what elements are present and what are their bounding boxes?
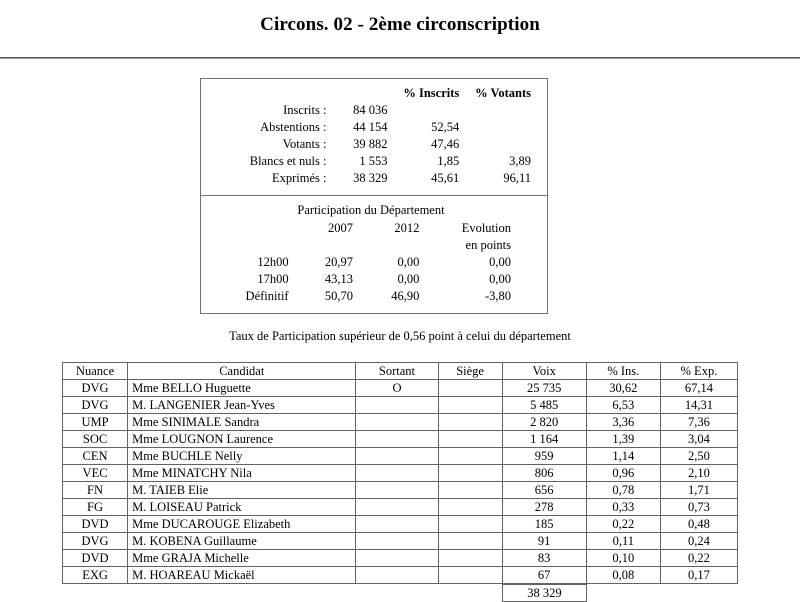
cell-pct-ins: 0,96 bbox=[586, 465, 660, 482]
participation-row-2012: 0,00 bbox=[397, 272, 420, 286]
cell-pct-ins: 0,33 bbox=[586, 499, 660, 516]
cell-nuance: DVG bbox=[63, 380, 128, 397]
cell-pct-ins: 1,14 bbox=[586, 448, 660, 465]
cell-sortant bbox=[356, 448, 438, 465]
cell-siege bbox=[438, 465, 502, 482]
participation-subheader-spacer-2007 bbox=[305, 237, 371, 254]
participation-row-label: 17h00 bbox=[257, 272, 289, 286]
cell-pct-exp: 67,14 bbox=[660, 380, 737, 397]
cell-pct-exp: 0,22 bbox=[660, 550, 737, 567]
summary-row-pct-votants: 3,89 bbox=[509, 154, 531, 168]
total-spacer-candidat bbox=[127, 585, 356, 602]
table-row bbox=[63, 550, 738, 567]
cell-siege bbox=[438, 533, 502, 550]
summary-row-pct-votants bbox=[467, 119, 537, 136]
cell-voix: 959 bbox=[502, 448, 586, 465]
participation-row-label: Définitif bbox=[245, 289, 289, 303]
cell-nuance: EXG bbox=[63, 567, 128, 584]
cell-pct-ins: 0,10 bbox=[586, 550, 660, 567]
column-header-pct-ins: % Ins. bbox=[586, 363, 660, 380]
cell-siege bbox=[438, 448, 502, 465]
participation-row bbox=[205, 271, 537, 288]
candidates-table bbox=[62, 362, 738, 584]
cell-pct-exp: 2,10 bbox=[660, 465, 737, 482]
participation-section bbox=[201, 195, 547, 313]
cell-siege bbox=[438, 516, 502, 533]
participation-row-evolution: 0,00 bbox=[489, 255, 511, 269]
cell-voix: 656 bbox=[502, 482, 586, 499]
cell-voix: 278 bbox=[502, 499, 586, 516]
total-spacer-sortant bbox=[356, 585, 438, 602]
summary-row bbox=[205, 170, 537, 187]
page-title: Circons. 02 - 2ème circonscription bbox=[260, 14, 540, 35]
column-header-pct-exp: % Exp. bbox=[660, 363, 737, 380]
candidates-header-row bbox=[63, 363, 738, 380]
participation-row-2007: 50,70 bbox=[324, 289, 353, 303]
column-header-siege: Siège bbox=[438, 363, 502, 380]
cell-voix: 2 820 bbox=[502, 414, 586, 431]
cell-candidat: Mme DUCAROUGE Elizabeth bbox=[128, 516, 356, 533]
cell-voix: 91 bbox=[502, 533, 586, 550]
summary-row-label: Votants : bbox=[282, 137, 327, 151]
summary-row-pct-inscrits: 1,85 bbox=[437, 154, 460, 168]
total-row bbox=[62, 585, 738, 602]
summary-row-label: Inscrits : bbox=[283, 103, 327, 117]
column-header-candidat: Candidat bbox=[128, 363, 356, 380]
total-row-table bbox=[62, 584, 738, 602]
summary-row-pct-inscrits bbox=[398, 102, 468, 119]
summary-row-pct-inscrits: 47,46 bbox=[431, 137, 460, 151]
summary-row-pct-votants: 96,11 bbox=[503, 171, 531, 185]
cell-voix: 806 bbox=[502, 465, 586, 482]
summary-row bbox=[205, 153, 537, 170]
participation-header-evolution-unit: en points bbox=[465, 238, 511, 252]
cell-voix: 25 735 bbox=[502, 380, 586, 397]
cell-sortant bbox=[356, 431, 438, 448]
cell-candidat: Mme LOUGNON Laurence bbox=[128, 431, 356, 448]
summary-row-count: 44 154 bbox=[353, 120, 388, 134]
cell-siege bbox=[438, 431, 502, 448]
cell-candidat: Mme MINATCHY Nila bbox=[128, 465, 356, 482]
cell-nuance: DVG bbox=[63, 397, 128, 414]
summary-header-spacer-count bbox=[334, 85, 397, 102]
cell-nuance: SOC bbox=[63, 431, 128, 448]
participation-row bbox=[205, 288, 537, 305]
summary-row bbox=[205, 102, 537, 119]
table-row bbox=[63, 516, 738, 533]
table-row bbox=[63, 448, 738, 465]
cell-voix: 83 bbox=[502, 550, 586, 567]
cell-voix: 1 164 bbox=[502, 431, 586, 448]
cell-nuance: VEC bbox=[63, 465, 128, 482]
cell-sortant bbox=[356, 482, 438, 499]
cell-sortant bbox=[356, 499, 438, 516]
cell-siege bbox=[438, 567, 502, 584]
candidates-table-head bbox=[63, 363, 738, 380]
table-row bbox=[63, 380, 738, 397]
cell-voix: 67 bbox=[502, 567, 586, 584]
cell-voix: 5 485 bbox=[502, 397, 586, 414]
cell-candidat: Mme BUCHLE Nelly bbox=[128, 448, 356, 465]
candidates-table-body bbox=[63, 380, 738, 584]
cell-siege bbox=[438, 380, 502, 397]
cell-candidat: M. LOISEAU Patrick bbox=[128, 499, 356, 516]
cell-pct-exp: 3,04 bbox=[660, 431, 737, 448]
participation-table bbox=[205, 202, 537, 305]
header-divider bbox=[0, 57, 800, 59]
cell-nuance: DVD bbox=[63, 516, 128, 533]
summary-table bbox=[205, 85, 537, 187]
cell-nuance: DVG bbox=[63, 533, 128, 550]
column-header-sortant: Sortant bbox=[356, 363, 438, 380]
cell-siege bbox=[438, 550, 502, 567]
cell-siege bbox=[438, 397, 502, 414]
cell-pct-ins: 6,53 bbox=[586, 397, 660, 414]
cell-sortant bbox=[356, 465, 438, 482]
cell-candidat: M. LANGENIER Jean-Yves bbox=[128, 397, 356, 414]
summary-row-count: 84 036 bbox=[353, 103, 388, 117]
cell-sortant bbox=[356, 533, 438, 550]
cell-candidat: M. KOBENA Guillaume bbox=[128, 533, 356, 550]
cell-candidat: Mme BELLO Huguette bbox=[128, 380, 356, 397]
cell-pct-exp: 0,24 bbox=[660, 533, 737, 550]
total-spacer-siege bbox=[438, 585, 502, 602]
cell-nuance: DVD bbox=[63, 550, 128, 567]
cell-nuance: UMP bbox=[63, 414, 128, 431]
cell-siege bbox=[438, 414, 502, 431]
cell-sortant bbox=[356, 414, 438, 431]
cell-pct-ins: 1,39 bbox=[586, 431, 660, 448]
participation-subheader-row bbox=[205, 237, 537, 254]
summary-row-count: 39 882 bbox=[353, 137, 388, 151]
cell-pct-exp: 2,50 bbox=[660, 448, 737, 465]
cell-pct-ins: 0,08 bbox=[586, 567, 660, 584]
summary-row-count: 38 329 bbox=[353, 171, 388, 185]
table-row bbox=[63, 414, 738, 431]
summary-header-pct-votants: % Votants bbox=[475, 86, 531, 100]
table-row bbox=[63, 567, 738, 584]
summary-row-label: Exprimés : bbox=[271, 171, 327, 185]
summary-row bbox=[205, 136, 537, 153]
cell-pct-exp: 0,73 bbox=[660, 499, 737, 516]
column-header-nuance: Nuance bbox=[63, 363, 128, 380]
participation-row bbox=[205, 254, 537, 271]
participation-row-2007: 43,13 bbox=[324, 272, 353, 286]
cell-pct-ins: 0,22 bbox=[586, 516, 660, 533]
cell-candidat: M. TAIEB Elie bbox=[128, 482, 356, 499]
cell-pct-exp: 0,48 bbox=[660, 516, 737, 533]
cell-pct-ins: 3,36 bbox=[586, 414, 660, 431]
table-row bbox=[63, 533, 738, 550]
table-row bbox=[63, 397, 738, 414]
participation-row-2012: 46,90 bbox=[391, 289, 420, 303]
cell-pct-exp: 1,71 bbox=[660, 482, 737, 499]
cell-pct-exp: 14,31 bbox=[660, 397, 737, 414]
cell-sortant bbox=[356, 567, 438, 584]
total-spacer-nuance bbox=[62, 585, 127, 602]
cell-candidat: Mme GRAJA Michelle bbox=[128, 550, 356, 567]
cell-sortant bbox=[356, 397, 438, 414]
cell-pct-exp: 7,36 bbox=[660, 414, 737, 431]
total-spacer-pct-ins bbox=[587, 585, 661, 602]
table-row bbox=[63, 431, 738, 448]
summary-row-pct-votants bbox=[467, 136, 537, 153]
participation-row-evolution: -3,80 bbox=[484, 289, 511, 303]
cell-nuance: CEN bbox=[63, 448, 128, 465]
statistics-box bbox=[200, 78, 548, 314]
cell-sortant bbox=[356, 550, 438, 567]
summary-header-row bbox=[205, 85, 537, 102]
participation-title-row bbox=[205, 202, 537, 220]
participation-note: Taux de Participation supérieur de 0,56 point à celui du département bbox=[229, 329, 571, 343]
table-row bbox=[63, 499, 738, 516]
summary-header-spacer bbox=[205, 85, 334, 102]
table-row bbox=[63, 482, 738, 499]
column-header-voix: Voix bbox=[502, 363, 586, 380]
summary-row-pct-inscrits: 52,54 bbox=[431, 120, 460, 134]
participation-title: Participation du Département bbox=[297, 203, 445, 217]
summary-section bbox=[201, 79, 547, 195]
summary-row-pct-votants bbox=[467, 102, 537, 119]
summary-row-label: Abstentions : bbox=[260, 120, 327, 134]
cell-sortant bbox=[356, 516, 438, 533]
summary-header-pct-inscrits: % Inscrits bbox=[403, 86, 460, 100]
cell-siege bbox=[438, 482, 502, 499]
summary-row-count: 1 553 bbox=[359, 154, 388, 168]
participation-header-spacer bbox=[205, 220, 305, 237]
cell-nuance: FG bbox=[63, 499, 128, 516]
participation-header-evolution: Evolution bbox=[461, 221, 511, 235]
candidates-section bbox=[62, 362, 738, 602]
participation-row-evolution: 0,00 bbox=[489, 272, 511, 286]
cell-pct-exp: 0,17 bbox=[660, 567, 737, 584]
participation-subheader-spacer bbox=[205, 237, 305, 254]
summary-row-pct-inscrits: 45,61 bbox=[431, 171, 460, 185]
participation-row-2012: 0,00 bbox=[397, 255, 420, 269]
participation-subheader-spacer-2012 bbox=[371, 237, 437, 254]
total-spacer-pct-exp bbox=[661, 585, 738, 602]
cell-voix: 185 bbox=[502, 516, 586, 533]
cell-nuance: FN bbox=[63, 482, 128, 499]
participation-row-2007: 20,97 bbox=[324, 255, 353, 269]
participation-header-2007: 2007 bbox=[327, 221, 353, 235]
participation-header-2012: 2012 bbox=[394, 221, 420, 235]
table-row bbox=[63, 465, 738, 482]
cell-candidat: Mme SINIMALE Sandra bbox=[128, 414, 356, 431]
participation-header-row bbox=[205, 220, 537, 237]
summary-row-label: Blancs et nuls : bbox=[249, 154, 327, 168]
cell-pct-ins: 30,62 bbox=[586, 380, 660, 397]
participation-row-label: 12h00 bbox=[257, 255, 289, 269]
cell-pct-ins: 0,78 bbox=[586, 482, 660, 499]
cell-pct-ins: 0,11 bbox=[586, 533, 660, 550]
cell-candidat: M. HOAREAU Mickaël bbox=[128, 567, 356, 584]
cell-sortant: O bbox=[356, 380, 438, 397]
summary-row bbox=[205, 119, 537, 136]
cell-siege bbox=[438, 499, 502, 516]
total-voix: 38 329 bbox=[502, 585, 587, 602]
